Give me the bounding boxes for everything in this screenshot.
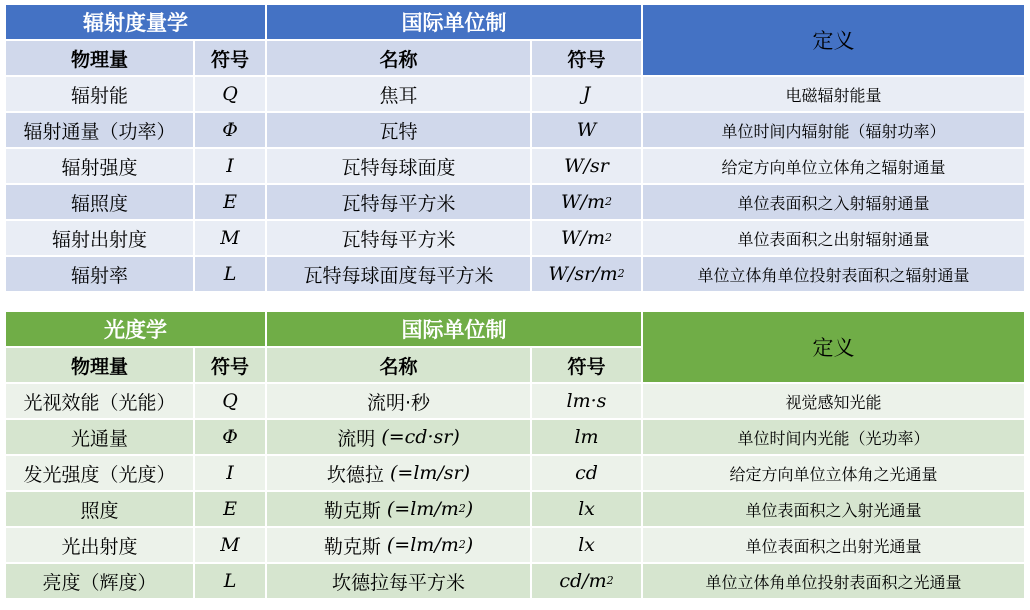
definition-cell: 单位立体角单位投射表面积之光通量	[643, 564, 1024, 598]
quantity-cell: 亮度（辉度）	[6, 564, 193, 598]
unit-symbol-cell: W/m 2	[532, 221, 641, 255]
symbol-cell: Q	[195, 384, 265, 418]
quantity-cell: 发光强度（光度）	[6, 456, 193, 490]
unit-name-cell	[267, 456, 530, 490]
unit-symbol-cell: lm·s	[532, 384, 641, 418]
unit-name-cell: 瓦特每平方米	[267, 185, 530, 219]
quantity-cell: 光出射度	[6, 528, 193, 562]
unit-symbol-cell: W	[532, 113, 641, 147]
table-row	[6, 456, 1024, 492]
definition-cell: 单位表面积之出射光通量	[643, 528, 1024, 562]
symbol-cell: Q	[195, 77, 265, 111]
quantity-cell: 照度	[6, 492, 193, 526]
definition-cell: 单位表面积之入射光通量	[643, 492, 1024, 526]
table-row	[6, 384, 1024, 420]
definition-cell: 单位表面积之出射辐射通量	[643, 221, 1024, 255]
table-row	[6, 149, 1024, 185]
quantity-cell: 辐射出射度	[6, 221, 193, 255]
column-header-row	[6, 41, 1024, 77]
unit-name-expr: (=lm/m	[386, 498, 459, 520]
unit-name-cn: 流明	[337, 427, 376, 450]
definition-cell: 单位表面积之入射辐射通量	[643, 185, 1024, 219]
unit-name-expr: (=lm/m	[386, 534, 459, 556]
unit-name-cn: 坎德拉	[326, 463, 384, 486]
definition-cell: 视觉感知光能	[643, 384, 1024, 418]
unit-name-cell: 勒克斯 (=lm/m 2 )	[267, 492, 530, 526]
unit-symbol-cell: lx	[532, 492, 641, 526]
unit-symbol-cell: lx	[532, 528, 641, 562]
unit-symbol-cell: cd	[532, 456, 641, 490]
table-title: 辐射度量学	[6, 5, 265, 39]
table-title: 光度学	[6, 312, 265, 346]
unit-name-cell: 焦耳	[267, 77, 530, 111]
unit-name-expr: (=lm/sr)	[389, 462, 471, 484]
quantity-cell: 辐射通量（功率）	[6, 113, 193, 147]
unit-name-cn: 勒克斯	[323, 499, 381, 522]
radiometry-table	[6, 5, 1024, 293]
unit-name-cell: 流明·秒	[267, 384, 530, 418]
definition-cell: 单位立体角单位投射表面积之辐射通量	[643, 257, 1024, 291]
quantity-cell: 辐照度	[6, 185, 193, 219]
symbol-header: 符号	[195, 41, 265, 75]
unit-symbol-cell: lm	[532, 420, 641, 454]
unit-name-cell: 瓦特每平方米	[267, 221, 530, 255]
unit-symbol-cell: W/m 2	[532, 185, 641, 219]
unit-name-header: 名称	[267, 348, 530, 382]
definition-cell: 单位时间内辐射能（辐射功率）	[643, 113, 1024, 147]
definition-cell: 电磁辐射能量	[643, 77, 1024, 111]
unit-symbol-base: W/m	[561, 191, 605, 213]
column-header-row	[6, 348, 1024, 384]
symbol-header: 符号	[195, 348, 265, 382]
unit-name-cell: 勒克斯 (=lm/m 2 )	[267, 528, 530, 562]
unit-name-close: )	[465, 534, 474, 556]
table-title-row	[6, 312, 1024, 348]
unit-symbol-header: 符号	[532, 41, 641, 75]
si-header: 国际单位制	[267, 312, 641, 346]
quantity-header: 物理量	[6, 348, 193, 382]
unit-symbol-base: W/m	[561, 227, 605, 249]
quantity-cell: 辐射能	[6, 77, 193, 111]
table-row	[6, 185, 1024, 221]
table-row	[6, 420, 1024, 456]
quantity-cell: 光通量	[6, 420, 193, 454]
table-row	[6, 528, 1024, 564]
quantity-header: 物理量	[6, 41, 193, 75]
table-row	[6, 113, 1024, 149]
definition-header-label: 定义	[812, 29, 855, 53]
definition-cell: 单位时间内光能（光功率）	[643, 420, 1024, 454]
symbol-cell: I	[195, 456, 265, 490]
unit-symbol-base: cd/m	[559, 570, 607, 592]
unit-name-cn: 勒克斯	[323, 535, 381, 558]
si-header: 国际单位制	[267, 5, 641, 39]
unit-name-cell: 坎德拉每平方米	[267, 564, 530, 598]
table-row	[6, 77, 1024, 113]
table-title-row	[6, 5, 1024, 41]
symbol-cell: E	[195, 185, 265, 219]
unit-symbol-cell: J	[532, 77, 641, 111]
symbol-cell: I	[195, 149, 265, 183]
unit-name-header: 名称	[267, 41, 530, 75]
table-row	[6, 492, 1024, 528]
symbol-cell: Φ	[195, 420, 265, 454]
table-row	[6, 564, 1024, 600]
unit-name-cell: 瓦特每球面度	[267, 149, 530, 183]
unit-name-cell: 瓦特每球面度每平方米	[267, 257, 530, 291]
symbol-cell: M	[195, 528, 265, 562]
symbol-cell: M	[195, 221, 265, 255]
symbol-cell: L	[195, 564, 265, 598]
unit-symbol-cell: cd/m 2	[532, 564, 641, 598]
definition-cell: 给定方向单位立体角之辐射通量	[643, 149, 1024, 183]
unit-symbol-cell: W/sr	[532, 149, 641, 183]
photometry-table	[6, 312, 1024, 600]
quantity-cell: 光视效能（光能）	[6, 384, 193, 418]
unit-name-cell	[267, 420, 530, 454]
unit-symbol-cell: W/sr/m 2	[532, 257, 641, 291]
unit-symbol-base: W/sr/m	[548, 263, 618, 285]
unit-symbol-header: 符号	[532, 348, 641, 382]
symbol-cell: L	[195, 257, 265, 291]
table-row	[6, 257, 1024, 293]
quantity-cell: 辐射强度	[6, 149, 193, 183]
unit-name-expr: (=cd·sr)	[381, 426, 460, 448]
unit-name-close: )	[465, 498, 474, 520]
symbol-cell: E	[195, 492, 265, 526]
quantity-cell: 辐射率	[6, 257, 193, 291]
unit-name-cell: 瓦特	[267, 113, 530, 147]
definition-header-label: 定义	[812, 336, 855, 360]
definition-cell: 给定方向单位立体角之光通量	[643, 456, 1024, 490]
table-row	[6, 221, 1024, 257]
symbol-cell: Φ	[195, 113, 265, 147]
